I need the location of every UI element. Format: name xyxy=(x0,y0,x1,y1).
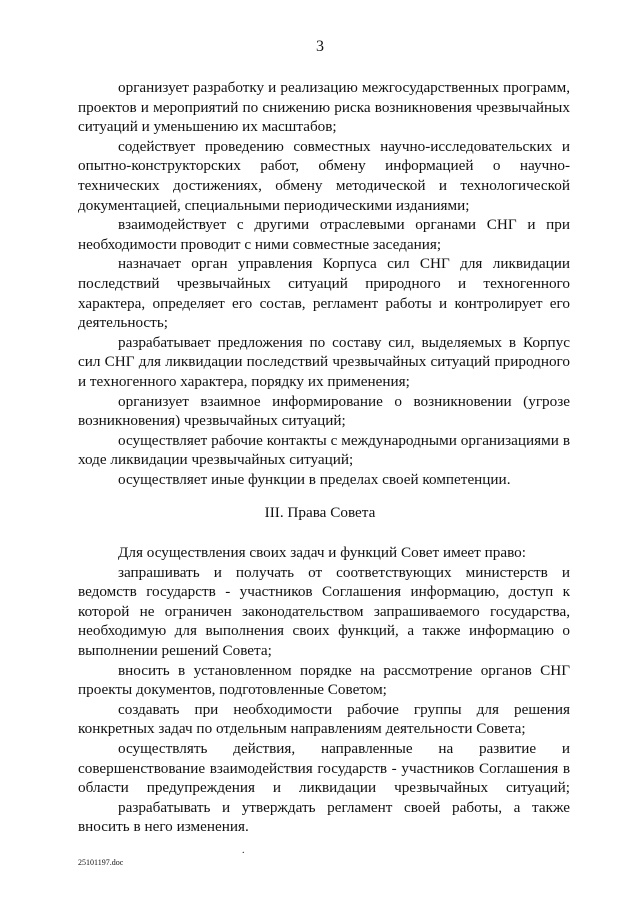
paragraph: осуществляет рабочие контакты с международными организациями в ходе ликвидации чрезвычайных ситуаций; xyxy=(78,431,570,469)
paragraph: содействует проведению совместных научно-исследовательских и опытно-конструкторских работ, обмену информацией о научно-технических достижениях, обмену методической и технологической документацией, специальными периодическими изданиями; xyxy=(78,137,570,214)
paragraph: Для осуществления своих задач и функций Совет имеет право: xyxy=(118,544,526,561)
paragraph: вносить в установленном порядке на рассмотрение органов СНГ проекты документов, подготовленные Советом; xyxy=(78,661,570,699)
footer-filename: 25101197.doc xyxy=(78,858,124,867)
paragraph: назначает орган управления Корпуса сил СНГ для ликвидации последствий чрезвычайных ситуаций природного и техногенного характера, определяет его состав, регламент работы и контролирует его деятельность; xyxy=(78,255,570,332)
paragraph: разрабатывает предложения по составу сил, выделяемых в Корпус сил СНГ для ликвидации последствий чрезвычайных ситуаций природного и техногенного характера, порядку их применения; xyxy=(78,333,570,390)
section-heading: III. Права Совета xyxy=(264,504,376,521)
paragraph: осуществляет иные функции в пределах своей компетенции. xyxy=(118,470,511,488)
paragraph: разрабатывать и утверждать регламент своей работы, а также вносить в него изменения. xyxy=(78,798,570,836)
paragraph: осуществлять действия, направленные на развитие и совершенствование взаимодействия государств - участников Соглашения в области предупреждения и ликвидации чрезвычайных ситуаций; xyxy=(78,739,570,797)
paragraph: взаимодействует с другими отраслевыми органами СНГ и при необходимости проводит с ними совместные заседания; xyxy=(78,216,570,253)
page-number: 3 xyxy=(316,38,324,55)
functions-list xyxy=(78,78,570,489)
paragraph: создавать при необходимости рабочие группы для решения конкретных задач по отдельным направлениям деятельности Совета; xyxy=(78,700,570,738)
rights-list xyxy=(78,543,570,837)
paragraph: организует взаимное информирование о возникновении (угрозе возникновения) чрезвычайных ситуаций; xyxy=(78,392,570,430)
paragraph: запрашивать и получать от соответствующих министерств и ведомств государств - участников Соглашения информацию, доступ к которой не ограничен законодательством запрашиваемого государства, необходимую для выполнения своих функций, а также информацию о выполнении решений Совета; xyxy=(78,563,570,659)
footer-mark: . xyxy=(242,845,245,856)
paragraph: организует разработку и реализацию межгосударственных программ, проектов и мероприятий по снижению риска возникновения чрезвычайных ситуаций и уменьшению их масштабов; xyxy=(78,79,570,136)
